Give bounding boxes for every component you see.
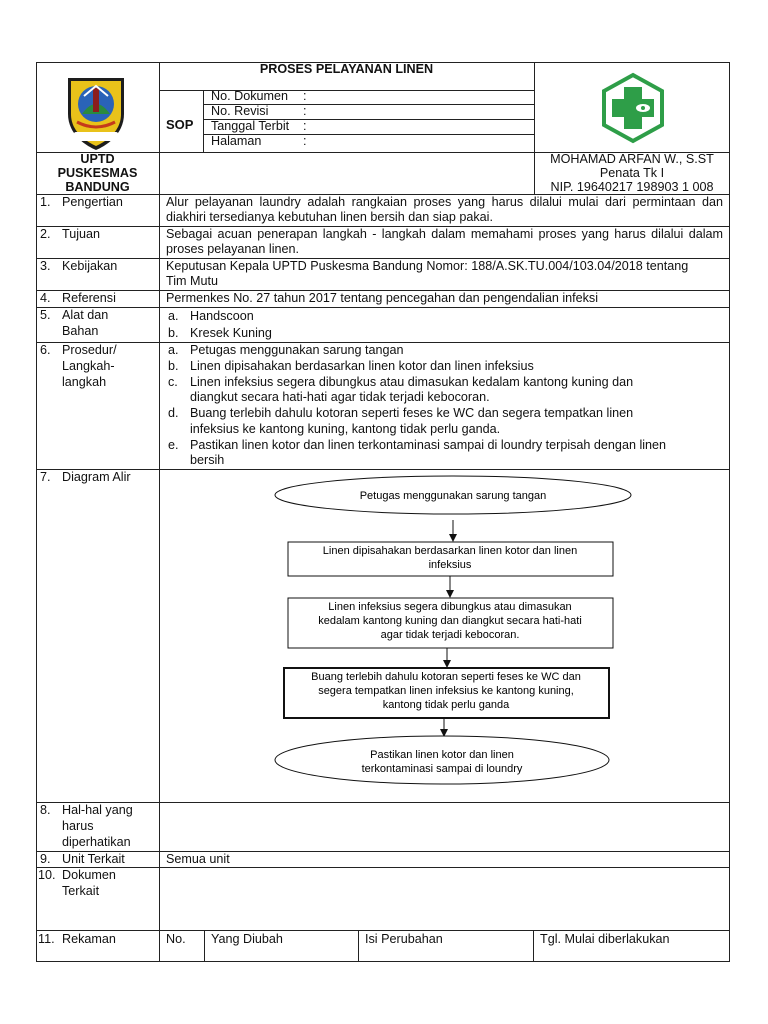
pengertian-text: Alur pelayanan laundry adalah rangkaian proses yang harus dilalui mulai dari permintaan dan diakhiri tersedianya kebutuhan linen bersih dan siap pakai.	[166, 195, 723, 224]
row-label-halhal-2: harus	[62, 819, 94, 833]
row-label-prosedur-2: Langkah-	[62, 359, 115, 373]
flow-step-text: Petugas menggunakan sarung tangan	[359, 490, 547, 502]
row-number: 1.	[40, 195, 51, 209]
border-left	[36, 62, 37, 962]
flow-step-text: Pastikan linen kotor dan linen	[370, 749, 514, 761]
row-number: 3.	[40, 259, 51, 273]
flow-step-text: kedalam kantong kuning dan diangkut secara hati-hati	[318, 615, 582, 627]
meta-sep-tanggal: :	[303, 119, 307, 133]
row-label-alat-2: Bahan	[62, 324, 99, 338]
row-11-top	[36, 930, 730, 931]
meta-label-tanggal: Tanggal Terbit	[211, 119, 290, 133]
list-marker: e.	[168, 438, 179, 452]
row-8-top	[36, 802, 730, 803]
row-label-halhal-3: diperhatikan	[62, 835, 131, 849]
org-line-1: UPTD	[80, 152, 115, 166]
meta-sep-revisi: :	[303, 104, 307, 118]
signer-nip: NIP. 19640217 198903 1 008	[550, 180, 714, 194]
row-label-alat-1: Alat dan	[62, 308, 109, 322]
row-number: 5.	[40, 308, 51, 322]
row-number: 2.	[40, 227, 51, 241]
prosedur-step-cont: infeksius ke kantong kuning, kantong tidak perlu ganda.	[190, 422, 501, 436]
flow-step-text: agar tidak terjadi kebocoran.	[380, 629, 520, 641]
rekaman-div-3	[533, 930, 534, 961]
row-10-top	[36, 867, 730, 868]
prosedur-step: Buang terlebih dahulu kotoran seperti feses ke WC dan segera tempatkan linen	[190, 406, 634, 420]
flow-step-text: Linen dipisahakan berdasarkan linen kotor dan linen	[322, 545, 578, 557]
row-label-diagram: Diagram Alir	[62, 470, 131, 484]
list-marker: c.	[168, 375, 178, 389]
prosedur-step: Petugas menggunakan sarung tangan	[190, 343, 404, 357]
row-number: 11.	[38, 932, 55, 946]
row-number: 8.	[40, 803, 51, 817]
org-line-2: PUSKESMAS	[57, 166, 138, 180]
border-bottom	[36, 961, 730, 962]
sop-label: SOP	[166, 117, 194, 132]
flow-step-text: infeksius	[428, 559, 472, 571]
sop-divider	[203, 90, 204, 152]
border-right	[729, 62, 730, 962]
alat-item: Kresek Kuning	[190, 326, 272, 340]
row-label-pengertian: Pengertian	[62, 195, 123, 209]
meta-label-revisi: No. Revisi	[211, 104, 269, 118]
puskesmas-cross-logo	[597, 72, 669, 144]
prosedur-step: Linen infeksius segera dibungkus atau dimasukan kedalam kantong kuning dan	[190, 375, 634, 389]
rekaman-col-header: Isi Perubahan	[365, 932, 443, 946]
prosedur-step: Pastikan linen kotor dan linen terkontaminasi sampai di loundry terpisah dengan linen	[190, 438, 667, 452]
row-number: 10.	[38, 868, 56, 882]
rekaman-col-header: No.	[166, 932, 186, 946]
page-title: PROSES PELAYANAN LINEN	[259, 62, 434, 76]
prosedur-step-cont: bersih	[190, 453, 225, 467]
row-number: 7.	[40, 470, 51, 484]
flowchart	[160, 470, 729, 802]
flow-step-text: Buang terlebih dahulu kotoran seperti feses ke WC dan	[311, 671, 581, 683]
prosedur-step: Linen dipisahakan berdasarkan linen kotor dan linen infeksius	[190, 359, 534, 373]
rekaman-div-2	[358, 930, 359, 961]
flow-step-text: segera tempatkan linen infeksius ke kantong kuning,	[318, 685, 574, 697]
tujuan-text: Sebagai acuan penerapan langkah - langkah dalam memahami proses yang harus dilalui dalam proses pelayanan linen.	[166, 227, 723, 256]
regency-crest-logo	[62, 74, 130, 152]
flow-step-text: kantong tidak perlu ganda	[382, 699, 510, 711]
rekaman-div-1	[204, 930, 205, 961]
row-label-prosedur-3: langkah	[62, 375, 107, 389]
rekaman-col-header: Yang Diubah	[211, 932, 283, 946]
meta-sep-dokumen: :	[303, 89, 307, 103]
signer-rank: Penata Tk I	[599, 166, 665, 180]
row-number: 6.	[40, 343, 51, 357]
row-label-prosedur-1: Prosedur/	[62, 343, 117, 357]
list-marker: a.	[168, 309, 179, 323]
rekaman-col-header: Tgl. Mulai diberlakukan	[540, 932, 670, 946]
row-label-dokumen-2: Terkait	[62, 884, 100, 898]
org-line-3: BANDUNG	[65, 180, 130, 194]
row-label-halhal-1: Hal-hal yang	[62, 803, 133, 817]
flow-step-text: Linen infeksius segera dibungkus atau dimasukan	[328, 601, 572, 613]
prosedur-step-cont: diangkut secara hati-hati agar tidak terjadi kebocoran.	[190, 390, 490, 404]
signer-name: MOHAMAD ARFAN W., S.ST	[550, 152, 714, 166]
kebijakan-text: Keputusan Kepala UPTD Puskesma Bandung Nomor: 188/A.SK.TU.004/103.04/2018 tentang Tim Mutu	[166, 259, 689, 288]
row-label-kebijakan: Kebijakan	[62, 259, 118, 273]
row-number: 9.	[40, 852, 51, 866]
list-marker: d.	[168, 406, 179, 420]
referensi-text: Permenkes No. 27 tahun 2017 tentang pencegahan dan pengendalian infeksi	[166, 291, 599, 305]
row-number: 4.	[40, 291, 51, 305]
row-label-referensi: Referensi	[62, 291, 116, 305]
row-label-unit: Unit Terkait	[62, 852, 125, 866]
row-9-top	[36, 851, 730, 852]
flow-step-text: terkontaminasi sampai di loundry	[361, 763, 523, 775]
row-5-top	[36, 307, 730, 308]
unit-text: Semua unit	[166, 852, 230, 866]
alat-item: Handscoon	[190, 309, 254, 323]
meta-label-dokumen: No. Dokumen	[211, 89, 288, 103]
row-label-tujuan: Tujuan	[62, 227, 101, 241]
list-marker: b.	[168, 326, 179, 340]
list-marker: b.	[168, 359, 179, 373]
row-label-dokumen-1: Dokumen	[62, 868, 116, 882]
row-label-rekaman: Rekaman	[62, 932, 116, 946]
list-marker: a.	[168, 343, 179, 357]
meta-label-halaman: Halaman	[211, 134, 262, 148]
meta-sep-halaman: :	[303, 134, 307, 148]
